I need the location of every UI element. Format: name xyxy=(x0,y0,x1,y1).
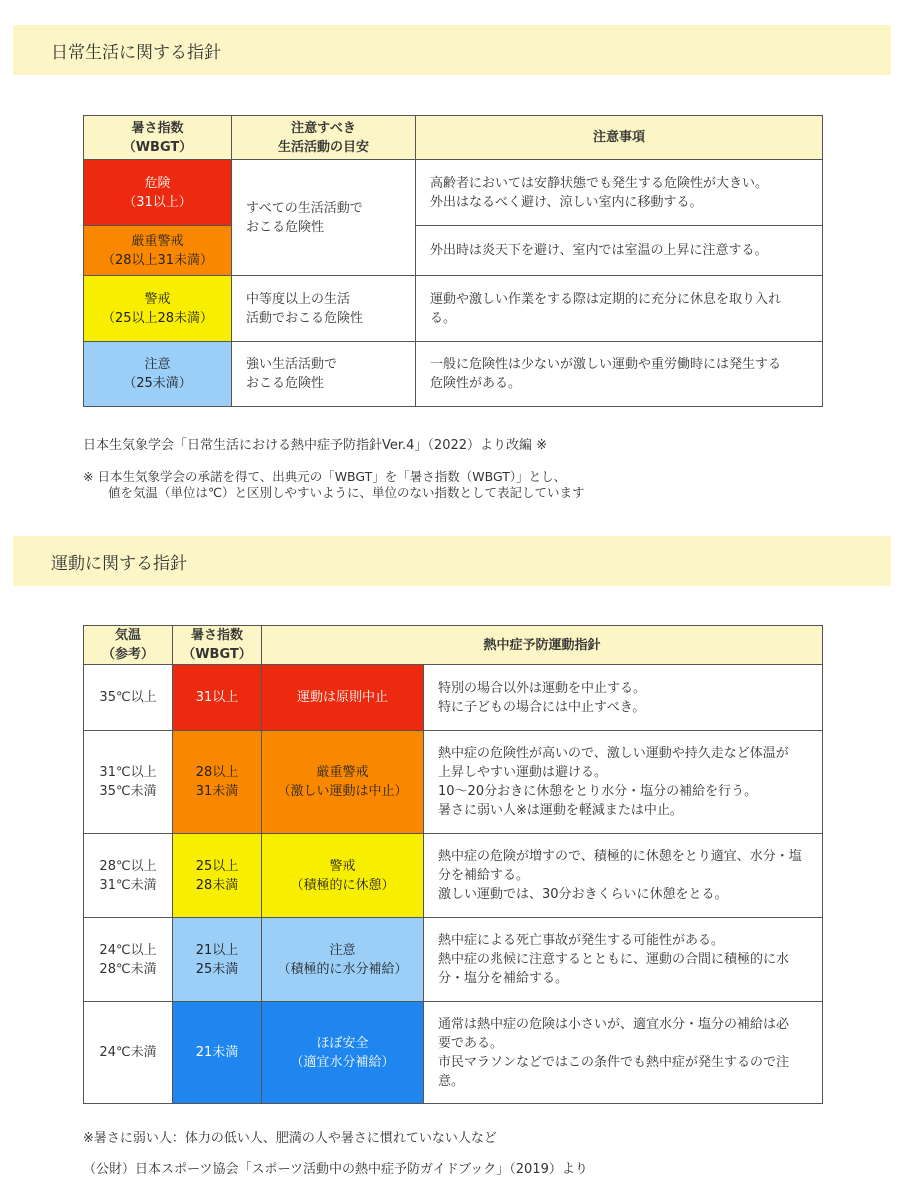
caution-caution: 一般に危険性は少ないが激しい運動や重労働時には発生する 危険性がある。 xyxy=(416,342,823,407)
level-warning: 警戒 （25以上28未満） xyxy=(84,276,232,342)
header-wbgt: 暑さ指数 （WBGT） xyxy=(173,626,262,665)
temp-cell: 28℃以上 31℃未満 xyxy=(84,834,173,918)
level-cell: 運動は原則中止 xyxy=(262,665,424,731)
activity-all: すべての生活活動で おこる危険性 xyxy=(232,160,416,276)
header-caution: 注意事項 xyxy=(416,116,823,160)
section-title: 運動に関する指針 xyxy=(51,553,187,574)
wbgt-cell: 31以上 xyxy=(173,665,262,731)
section-header-daily-life xyxy=(13,25,891,75)
desc-cell: 熱中症の危険性が高いので、激しい運動や持久走など体温が 上昇しやすい運動は避ける。 10〜20分おきに休憩をとり水分・塩分の補給を行う。 暑さに弱い人※は運動を軽減または中止。 xyxy=(424,731,823,834)
source-exercise: （公財）日本スポーツ協会「スポーツ活動中の熱中症予防ガイドブック」（2019）より xyxy=(83,1162,588,1177)
level-caution: 注意 （25未満） xyxy=(84,342,232,407)
desc-cell: 通常は熱中症の危険は小さいが、適宜水分・塩分の補給は必 要である。 市民マラソンなどではこの条件でも熱中症が発生するので注 意。 xyxy=(424,1002,823,1104)
wbgt-cell: 21以上 25未満 xyxy=(173,918,262,1002)
footnote-line-1: ※ 日本生気象学会の承諾を得て、出典元の「WBGT」を「暑さ指数（WBGT）」とし、 xyxy=(83,469,567,484)
caution-danger: 高齢者においては安静状態でも発生する危険性が大きい。 外出はなるべく避け、涼しい室内に移動する。 xyxy=(416,160,823,226)
header-activity: 注意すべき 生活活動の目安 xyxy=(232,116,416,160)
level-cell: 厳重警戒 （激しい運動は中止） xyxy=(262,731,424,834)
activity-moderate: 中等度以上の生活 活動でおこる危険性 xyxy=(232,276,416,342)
daily-life-table xyxy=(83,115,823,407)
section-header-exercise xyxy=(13,536,891,586)
header-wbgt: 暑さ指数 （WBGT） xyxy=(84,116,232,160)
temp-cell: 35℃以上 xyxy=(84,665,173,731)
wbgt-cell: 28以上 31未満 xyxy=(173,731,262,834)
section-title: 日常生活に関する指針 xyxy=(51,42,221,63)
wbgt-cell: 21未満 xyxy=(173,1002,262,1104)
level-severe-warning: 厳重警戒 （28以上31未満） xyxy=(84,226,232,276)
desc-cell: 熱中症による死亡事故が発生する可能性がある。 熱中症の兆候に注意するとともに、運動の合間に積極的に水 分・塩分を補給する。 xyxy=(424,918,823,1002)
exercise-table xyxy=(83,625,823,1104)
header-temp: 気温 （参考） xyxy=(84,626,173,665)
wbgt-cell: 25以上 28未満 xyxy=(173,834,262,918)
temp-cell: 24℃以上 28℃未満 xyxy=(84,918,173,1002)
desc-cell: 熱中症の危険が増すので、積極的に休憩をとり適宜、水分・塩 分を補給する。 激しい運動では、30分おきくらいに休憩をとる。 xyxy=(424,834,823,918)
source-daily-life: 日本生気象学会「日常生活における熱中症予防指針Ver.4」（2022）より改編 ※ xyxy=(83,438,548,453)
footnote-heat-vulnerable: ※暑さに弱い人：体力の低い人、肥満の人や暑さに慣れていない人など xyxy=(83,1131,497,1146)
footnote-line-2: 値を気温（単位は℃）と区別しやすいように、単位のない指数として表記しています xyxy=(108,485,585,500)
level-danger: 危険 （31以上） xyxy=(84,160,232,226)
header-guide: 熱中症予防運動指針 xyxy=(262,626,823,665)
caution-severe-warning: 外出時は炎天下を避け、室内では室温の上昇に注意する。 xyxy=(416,226,823,276)
temp-cell: 24℃未満 xyxy=(84,1002,173,1104)
level-cell: 警戒 （積極的に休憩） xyxy=(262,834,424,918)
desc-cell: 特別の場合以外は運動を中止する。 特に子どもの場合には中止すべき。 xyxy=(424,665,823,731)
caution-warning: 運動や激しい作業をする際は定期的に充分に休息を取り入れ る。 xyxy=(416,276,823,342)
temp-cell: 31℃以上 35℃未満 xyxy=(84,731,173,834)
level-cell: 注意 （積極的に水分補給） xyxy=(262,918,424,1002)
level-cell: ほぼ安全 （適宜水分補給） xyxy=(262,1002,424,1104)
activity-strong: 強い生活活動で おこる危険性 xyxy=(232,342,416,407)
